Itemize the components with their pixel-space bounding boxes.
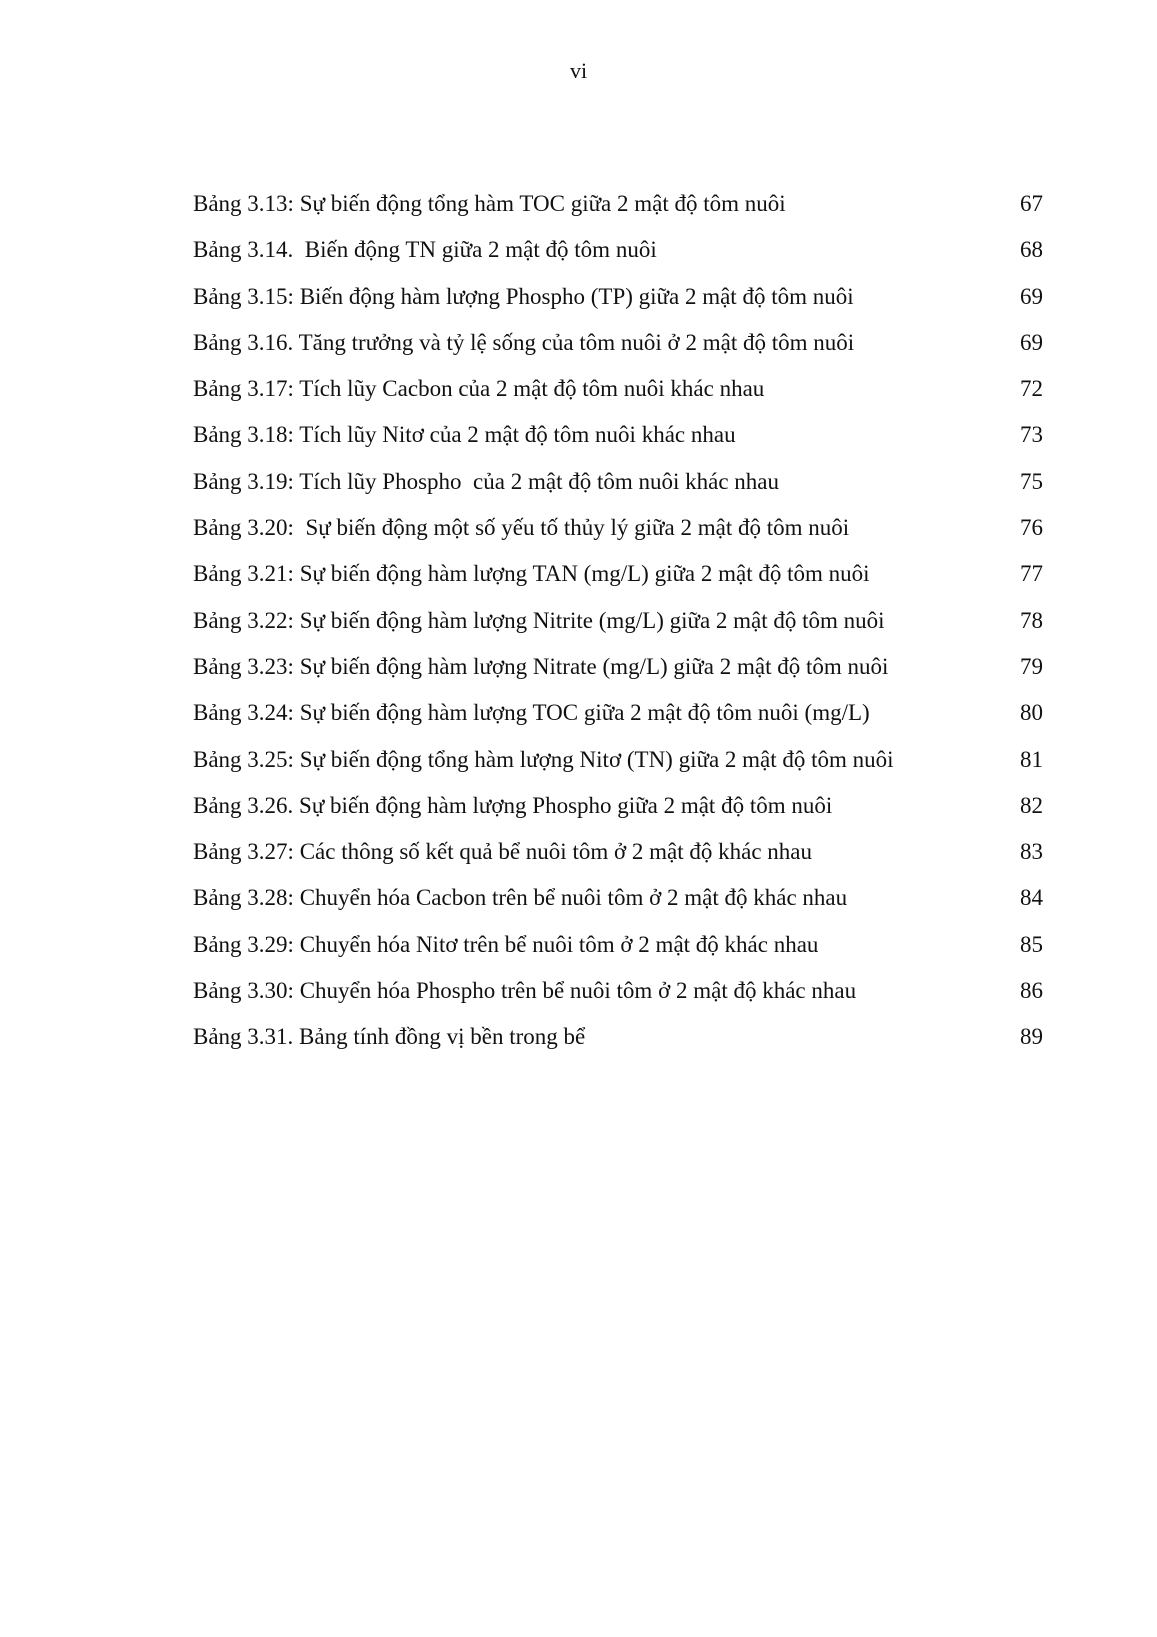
toc-entry xyxy=(193,931,1043,977)
toc-entry xyxy=(193,607,1043,653)
toc-entry-title: Bảng 3.31. Bảng tính đồng vị bền trong bể xyxy=(193,1024,586,1050)
toc-entry xyxy=(193,560,1043,606)
toc-entry-page: 77 xyxy=(1020,561,1043,587)
toc-entry xyxy=(193,421,1043,467)
toc-entry-title: Bảng 3.20: Sự biến động một số yếu tố thủy lý giữa 2 mật độ tôm nuôi xyxy=(193,515,850,541)
toc-entry-page: 83 xyxy=(1020,839,1043,865)
toc-entry xyxy=(193,746,1043,792)
toc-entry-page: 85 xyxy=(1020,931,1043,957)
toc-entry-title: Bảng 3.23: Sự biến động hàm lượng Nitrate (mg/L) giữa 2 mật độ tôm nuôi xyxy=(193,653,889,679)
toc-entry-title: Bảng 3.27: Các thông số kết quả bể nuôi tôm ở 2 mật độ khác nhau xyxy=(193,839,813,865)
list-of-tables xyxy=(193,190,1043,1070)
toc-entry xyxy=(193,1023,1043,1069)
toc-entry-page: 84 xyxy=(1020,885,1043,911)
toc-entry-title: Bảng 3.28: Chuyển hóa Cacbon trên bể nuôi tôm ở 2 mật độ khác nhau xyxy=(193,885,848,911)
toc-entry-title: Bảng 3.30: Chuyển hóa Phospho trên bể nuôi tôm ở 2 mật độ khác nhau xyxy=(193,978,857,1004)
toc-entry-page: 69 xyxy=(1020,329,1043,355)
toc-entry-page: 67 xyxy=(1020,191,1043,216)
toc-entry-page: 73 xyxy=(1020,422,1043,448)
toc-entry-title: Bảng 3.26. Sự biến động hàm lượng Phospho giữa 2 mật độ tôm nuôi xyxy=(193,792,833,818)
toc-entry-page: 72 xyxy=(1020,376,1043,402)
toc-entry xyxy=(193,838,1043,884)
toc-entry xyxy=(193,699,1043,745)
toc-entry-page: 86 xyxy=(1020,978,1043,1004)
toc-entry-page: 78 xyxy=(1020,607,1043,633)
toc-entry-title: Bảng 3.17: Tích lũy Cacbon của 2 mật độ tôm nuôi khác nhau xyxy=(193,376,765,402)
toc-entry-page: 75 xyxy=(1020,468,1043,494)
toc-entry-title: Bảng 3.19: Tích lũy Phospho của 2 mật độ tôm nuôi khác nhau xyxy=(193,468,780,494)
toc-entry-title: Bảng 3.18: Tích lũy Nitơ của 2 mật độ tôm nuôi khác nhau xyxy=(193,422,736,448)
toc-entry-page: 80 xyxy=(1020,700,1043,726)
toc-entry-title: Bảng 3.24: Sự biến động hàm lượng TOC giữa 2 mật độ tôm nuôi (mg/L) xyxy=(193,700,870,726)
toc-entry-title: Bảng 3.25: Sự biến động tổng hàm lượng Nitơ (TN) giữa 2 mật độ tôm nuôi xyxy=(193,746,894,772)
toc-entry-page: 79 xyxy=(1020,653,1043,679)
toc-entry xyxy=(193,977,1043,1023)
toc-entry-page: 69 xyxy=(1020,283,1043,309)
toc-entry-title: Bảng 3.15: Biến động hàm lượng Phospho (TP) giữa 2 mật độ tôm nuôi xyxy=(193,283,854,309)
page-number: vi xyxy=(569,58,588,83)
toc-entry xyxy=(193,884,1043,930)
toc-entry-title: Bảng 3.16. Tăng trưởng và tỷ lệ sống của tôm nuôi ở 2 mật độ tôm nuôi xyxy=(193,329,855,355)
toc-entry xyxy=(193,653,1043,699)
toc-entry xyxy=(193,190,1043,236)
toc-entry xyxy=(193,329,1043,375)
toc-entry xyxy=(193,375,1043,421)
toc-entry-page: 82 xyxy=(1020,792,1043,818)
toc-entry-title: Bảng 3.22: Sự biến động hàm lượng Nitrite (mg/L) giữa 2 mật độ tôm nuôi xyxy=(193,607,885,633)
toc-entry xyxy=(193,236,1043,282)
toc-entry-page: 76 xyxy=(1020,515,1043,541)
toc-entry xyxy=(193,792,1043,838)
toc-entry xyxy=(193,514,1043,560)
toc-entry-title: Bảng 3.14. Biến động TN giữa 2 mật độ tôm nuôi xyxy=(193,237,657,263)
toc-entry-title: Bảng 3.29: Chuyển hóa Nitơ trên bể nuôi tôm ở 2 mật độ khác nhau xyxy=(193,931,819,957)
toc-entry xyxy=(193,468,1043,514)
toc-entry-title: Bảng 3.13: Sự biến động tổng hàm TOC giữa 2 mật độ tôm nuôi xyxy=(193,191,786,216)
toc-entry-title: Bảng 3.21: Sự biến động hàm lượng TAN (mg/L) giữa 2 mật độ tôm nuôi xyxy=(193,561,870,587)
toc-entry-page: 68 xyxy=(1020,237,1043,263)
toc-entry-page: 89 xyxy=(1020,1024,1043,1050)
toc-entry xyxy=(193,283,1043,329)
toc-entry-page: 81 xyxy=(1020,746,1043,772)
